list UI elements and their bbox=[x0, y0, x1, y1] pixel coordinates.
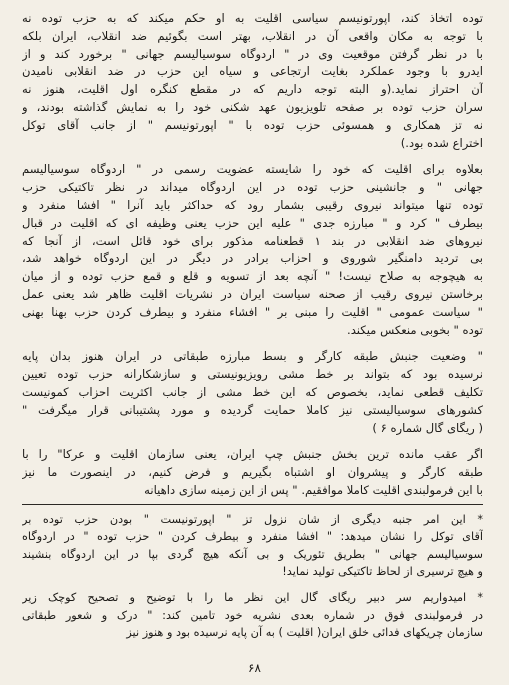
text-line: آن احتراز نماید.(و البته توجه داریم که در مقطع کنگره اول اقلیت، هنوز نه bbox=[22, 82, 483, 97]
text-line: " سیاست عمومی " اقلیت را مبنی بر " افشاء منفرد و بیطرف کردن حزب بهنا بهنی bbox=[22, 304, 483, 319]
text-line: سران حزب توده بر صفحه تلویزیون عهد شکنی خود را به نمایش گذاشته بودند، و bbox=[22, 99, 483, 114]
text-line: " وضعیت جنبش طبقه کارگر و بسط مبارزه طبقاتی در ایران هنوز بدان پایه bbox=[22, 349, 483, 364]
paragraph bbox=[22, 161, 483, 339]
paragraph bbox=[22, 348, 483, 437]
footnote-divider bbox=[22, 504, 483, 505]
text-line: جهانی " و جانشینی حزب توده در این اردوگاه میداند در نظر تاکتیکی حزب bbox=[22, 180, 483, 195]
text-line: ایدرو با وجود عملکرد بغایت ارتجاعی و سیاه این حزب در ضد انقلابی نامیدن bbox=[22, 64, 483, 79]
text-line: اختراع شده بود.) bbox=[400, 135, 483, 150]
footnotes bbox=[22, 511, 483, 642]
text-line: نه تز همکاری و همسوئی حزب توده با " اپورتونیسم " از جانب آقای توکل bbox=[22, 117, 483, 132]
text-line: سوسیالیسم جهانی " بطریق تئوریک و بی آنکه هیچ گردی بپا در این اردوگاه بنشیند bbox=[22, 547, 483, 561]
text-line: تکلیف قطعی نماید، بخصوص که این خط مشی از جانب اکثریت احزاب کمونیست bbox=[22, 384, 483, 399]
text-line: اگر عقب مانده ترین بخش جنبش چپ ایران، یعنی سازمان اقلیت و عرکا" را با bbox=[22, 447, 483, 462]
text-line: با در نظر گرفتن موقعیت وی در " اردوگاه سوسیالیسم جهانی " برخورد کند و از bbox=[22, 46, 483, 61]
text-line: * امیدواریم سر دبیر ریگای گال این نظر ما را با توضیح و تصحیح کوچک زیر bbox=[22, 591, 483, 605]
footnote bbox=[22, 589, 483, 641]
text-line: به هیچوجه به صلاح نیست! " آنچه بعد از تسویه و قلع و قمع حزب توده و از میان bbox=[22, 269, 483, 284]
paragraph bbox=[22, 10, 483, 152]
text-line: بعلاوه برای اقلیت که خود را شایسته عضویت رسمی در " اردوگاه سوسیالیسم bbox=[22, 162, 483, 177]
text-line: آقای توکل را نشان میدهد: " افشا منفرد و بیطرف کردن " حزب توده " در اردوگاه bbox=[22, 530, 483, 544]
paragraph bbox=[22, 446, 483, 499]
text-line: برخاستن نیروی رقیب از صحنه سیاست ایران در نشریات اقلیت ظاهر شد یعنی عمل bbox=[22, 286, 483, 301]
text-line: توده تنها میتواند نیروی رقیبی بشمار رود که حداکثر باید آنرا " افشا منفرد و bbox=[22, 197, 483, 212]
footnote bbox=[22, 511, 483, 581]
text-line: کشورهای سوسیالیستی نیز کاملا حمایت گردیده و مورد پشتیبانی قرار میگرفت " bbox=[22, 402, 483, 417]
text-line: توده " بخوبی منعکس میکند. bbox=[347, 322, 483, 337]
text-line: بی تردید دامنگیر شوروی و احزاب برادر در دیگر در این اردوگاه خواهد شد، bbox=[22, 251, 483, 266]
text-line: نیروهای ضد انقلابی در بند ۱ قطعنامه مذکور برای خود قائل است، از آنجا که bbox=[22, 233, 483, 248]
text-line: در فرمولبندی فوق در شماره بعدی نشریه خود تامین کند: " درک و شعور طبقاتی bbox=[22, 608, 483, 622]
text-line: * این امر جنبه دیگری از شان نزول تز " اپورتونیست " بودن حزب توده بر bbox=[22, 512, 483, 526]
text-line: و هیچ ترسیری از لحاظ تاکتیکی تولید نماید! bbox=[282, 564, 483, 578]
text-line: طبقه کارگر و پیشروان او اشتباه بگیریم و فرض کنیم، در اینصورت ما نیز bbox=[22, 465, 483, 480]
text-line: نرسیده بود که بتواند بر خط مشی رویزیونیستی و سازشکارانه حزب توده تعیین bbox=[22, 367, 483, 382]
body-text bbox=[22, 10, 483, 500]
text-line: سازمان چریکهای فدائی خلق ایران( اقلیت ) به آن پایه نرسیده بود و هنوز نیز bbox=[126, 626, 483, 640]
text-line: با توجه به مکان واقعی آن در انقلاب، بهتر است بگوئیم ضد انقلاب، ایران بلکه bbox=[22, 28, 483, 43]
text-line: بیطرف " کرد و " مبارزه جدی " علیه این حزب یعنی وظیفه ای که اقلیت در قبال bbox=[22, 215, 483, 230]
text-line: با این فرمولبندی اقلیت کاملا موافقیم. " پس از این زمینه سازی داهیانه bbox=[144, 482, 483, 497]
page-number: ۶۸ bbox=[248, 661, 261, 675]
text-line: توده اتخاذ کند، اپورتونیسم سیاسی اقلیت به او حکم میکند که به حزب توده نه bbox=[22, 11, 483, 25]
text-line: ( ریگای گال شماره ۶ ) bbox=[372, 420, 483, 435]
